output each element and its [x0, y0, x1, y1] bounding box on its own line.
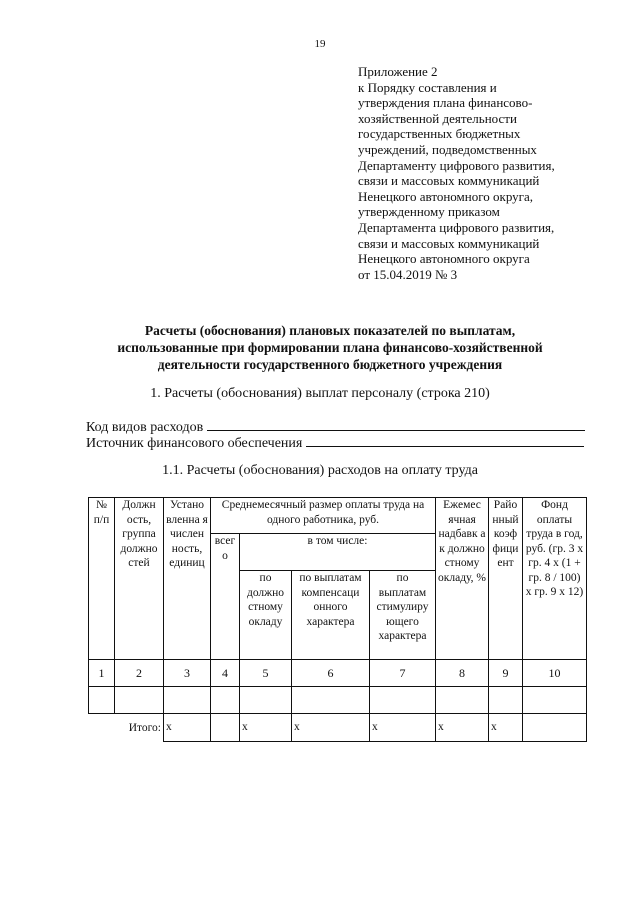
funding-source-field	[86, 434, 584, 452]
table-cell[interactable]	[523, 687, 587, 714]
payroll-table	[88, 497, 587, 742]
page-number: 19	[314, 38, 326, 50]
column-number: 1	[89, 660, 115, 687]
header-col-annual-fund: Фонд оплаты труда в год, руб. (гр. 3 х гр. 4 х (1 + гр. 8 / 100) х гр. 9 х 12)	[523, 498, 587, 660]
column-number: 4	[211, 660, 240, 687]
header-col-number: № п/п	[89, 498, 115, 660]
column-number: 7	[370, 660, 436, 687]
column-number: 5	[240, 660, 292, 687]
column-number: 2	[115, 660, 164, 687]
expense-code-input-line[interactable]	[207, 418, 585, 431]
table-cell[interactable]	[115, 687, 164, 714]
column-number: 8	[436, 660, 489, 687]
column-number: 6	[292, 660, 370, 687]
header-avg-salary: Среднемесячный размер оплаты труда на одного работника, руб.	[211, 498, 436, 534]
table-cell[interactable]	[489, 687, 523, 714]
appendix-line: к Порядку составления и	[358, 79, 497, 95]
expense-code-label: Код видов расходов	[86, 420, 204, 435]
table-row	[89, 687, 587, 714]
section-heading-1-1: 1.1. Расчеты (обоснования) расходов на оплату труда	[162, 463, 478, 478]
total-cell: х	[489, 714, 523, 742]
header-col-headcount: Устано вленна я числен ность, единиц	[164, 498, 211, 660]
total-cell: х	[292, 714, 370, 742]
header-col-regional-coef: Райо нный коэф фици ент	[489, 498, 523, 660]
header-by-salary: по должно стному окладу	[240, 571, 292, 660]
section-heading-1: 1. Расчеты (обоснования) выплат персоналу (строка 210)	[150, 386, 490, 401]
total-row	[89, 714, 587, 742]
appendix-line: Приложение 2	[358, 64, 438, 79]
header-col-position: Должн ость, группа должно стей	[115, 498, 164, 660]
table-cell[interactable]	[211, 687, 240, 714]
funding-source-label: Источник финансового обеспечения	[86, 436, 303, 451]
table-cell[interactable]	[370, 687, 436, 714]
total-cell[interactable]	[211, 714, 240, 742]
appendix-line: Департамента цифрового развития,	[358, 219, 555, 235]
total-cell[interactable]	[523, 714, 587, 742]
header-including: в том числе:	[240, 534, 436, 571]
table-cell[interactable]	[240, 687, 292, 714]
appendix-line: от 15.04.2019 № 3	[358, 266, 458, 282]
header-col-bonus: Ежемес ячная надбавк а к должно стному окладу, %	[436, 498, 489, 660]
appendix-line: Ненецкого автономного округа	[358, 251, 530, 267]
total-cell: х	[164, 714, 211, 742]
document-title	[60, 322, 600, 373]
table-cell[interactable]	[292, 687, 370, 714]
total-cell: х	[370, 714, 436, 742]
header-compensation: по выплатам компенсаци онного характера	[292, 571, 370, 660]
appendix-header	[358, 64, 628, 282]
header-total: всег о	[211, 534, 240, 660]
appendix-line: государственных бюджетных	[358, 126, 521, 142]
appendix-line: хозяйственной деятельности	[358, 110, 517, 126]
total-cell: х	[240, 714, 292, 742]
total-cell: х	[436, 714, 489, 742]
column-number: 9	[489, 660, 523, 687]
appendix-line: Департаменту цифрового развития,	[358, 157, 555, 173]
title-line: деятельности государственного бюджетного учреждения	[157, 357, 503, 372]
title-line: Расчеты (обоснования) плановых показателей по выплатам,	[144, 323, 516, 338]
funding-source-input-line[interactable]	[306, 434, 584, 447]
total-label: Итого:	[89, 714, 164, 742]
column-number: 10	[523, 660, 587, 687]
column-number: 3	[164, 660, 211, 687]
appendix-line: связи и массовых коммуникаций	[358, 173, 540, 189]
table-cell[interactable]	[436, 687, 489, 714]
appendix-line: утверждения плана финансово-	[358, 95, 533, 111]
appendix-line: утвержденному приказом	[358, 204, 500, 220]
appendix-line: Ненецкого автономного округа,	[358, 188, 533, 204]
table-cell[interactable]	[89, 687, 115, 714]
header-incentive: по выплатам стимулиру ющего характера	[370, 571, 436, 660]
appendix-line: связи и массовых коммуникаций	[358, 235, 540, 251]
title-line: использованные при формировании плана финансово-хозяйственной	[117, 340, 543, 355]
table-cell[interactable]	[164, 687, 211, 714]
appendix-line: учреждений, подведомственных	[358, 141, 537, 157]
